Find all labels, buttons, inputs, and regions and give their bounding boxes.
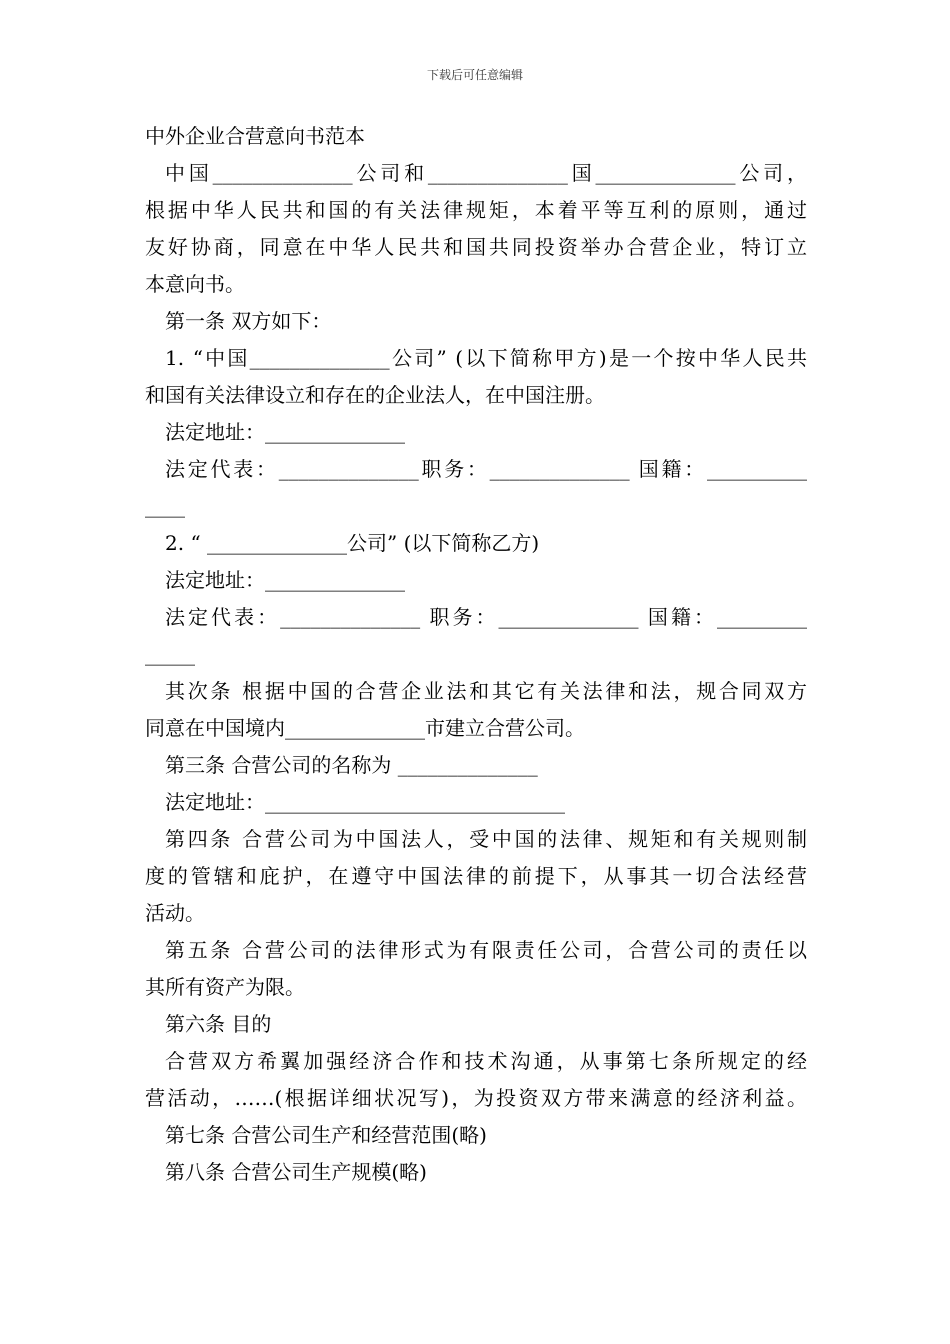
text-line: 同意在中国境内______________市建立合营公司。 [145, 716, 585, 740]
document-body [145, 118, 807, 1191]
text-line: 第三条 合营公司的名称为 ______________ [165, 753, 538, 777]
text-line: 友好协商，同意在中华人民共和国共同投资举办合营企业，特订立 [145, 235, 807, 259]
text-line: 第四条 合营公司为中国法人，受中国的法律、规矩和有关规则制 [165, 827, 807, 851]
text-line: 法定代表：______________职务：______________ 国籍：__________ [165, 457, 807, 481]
text-line: 中国______________公司和______________国______________公司， [165, 161, 807, 185]
document-lines [145, 155, 807, 1191]
text-line: 第五条 合营公司的法律形式为有限责任公司，合营公司的责任以 [165, 938, 807, 962]
text-line: 法定代表：______________ 职务：______________ 国籍：_________ [165, 605, 807, 629]
text-line: 法定地址：______________ [165, 420, 405, 444]
text-line: 度的管辖和庇护，在遵守中国法律的前提下，从事其一切合法经营 [145, 864, 807, 888]
page-header: 下载后可任意编辑 [426, 68, 523, 82]
text-line: 第七条 合营公司生产和经营范围(略) [165, 1123, 487, 1147]
text-line: 法定地址：______________________________ [165, 790, 565, 814]
text-line: 和国有关法律设立和存在的企业法人，在中国注册。 [145, 383, 605, 407]
text-line: 活动。 [145, 901, 205, 925]
text-line: 根据中华人民共和国的有关法律规矩，本着平等互利的原则，通过 [145, 198, 807, 222]
text-line: 其次条 根据中国的合营企业法和其它有关法律和法，规合同双方 [165, 679, 807, 703]
text-line: 其所有资产为限。 [145, 975, 305, 999]
text-line: 法定地址：______________ [165, 568, 405, 592]
text-line: 第一条 双方如下： [165, 309, 332, 333]
text-line: 本意向书。 [145, 272, 245, 296]
text-line: 第六条 目的 [165, 1012, 272, 1036]
text-line: 1. “中国______________公司” (以下简称甲方)是一个按中华人民共 [165, 346, 807, 370]
text-line: 营活动，……(根据详细状况写)，为投资双方带来满意的经济利益。 [145, 1086, 807, 1110]
text-line: 第八条 合营公司生产规模(略) [165, 1160, 427, 1184]
text-line: 2. “ ______________公司” (以下简称乙方) [165, 531, 540, 555]
text-line: ____ [145, 494, 185, 518]
text-line: _____ [145, 642, 195, 666]
text-line: 合营双方希翼加强经济合作和技术沟通，从事第七条所规定的经 [165, 1049, 807, 1073]
document-title: 中外企业合营意向书范本 [145, 124, 365, 148]
